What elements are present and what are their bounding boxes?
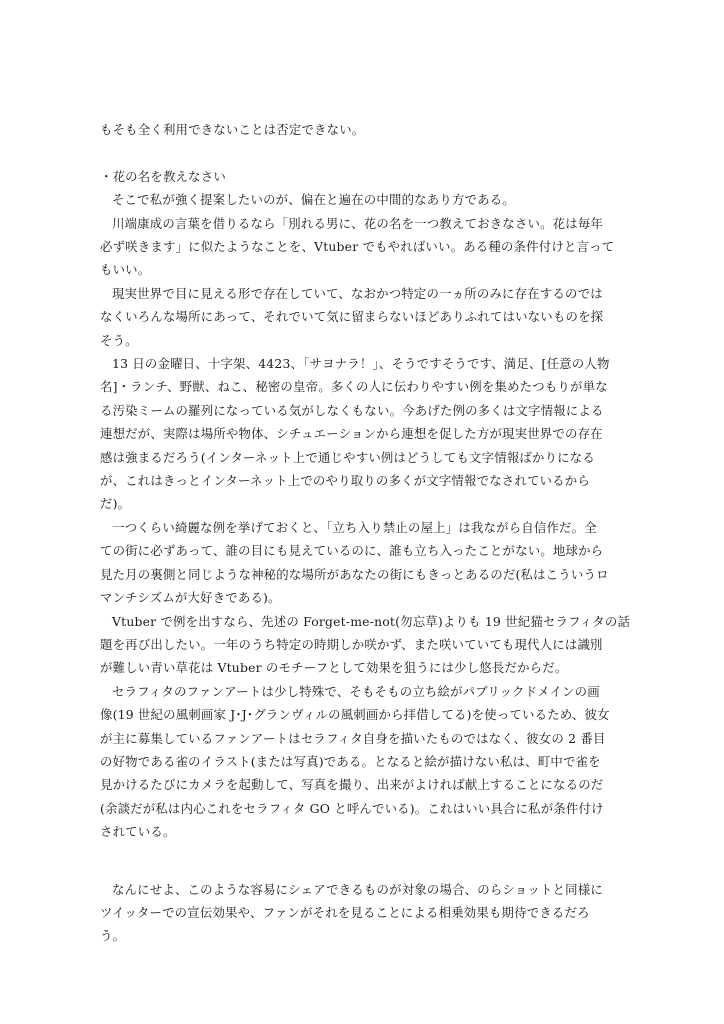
paragraph-line: Vtuber で例を出すなら、先述の Forget-me-not(勿忘草)よりも 19 世紀猫セラフィタの話 [112,613,631,629]
intro-line: もそも全く利用できないことは否定できない。 [100,122,365,137]
paragraph [100,680,630,844]
paragraph-line: の好物である雀のイラスト(または写真)である。となると絵が描けない私は、町中で雀を [100,753,601,769]
paragraph-line: 題を再び出したい。一年のうち特定の時期しか咲かず、また咲いていても現代人には識別 [100,636,603,652]
paragraph [100,188,630,211]
paragraph-line: (余談だが私は内心これをセラフィタ GO と呼んでいる)。これはいい具合に私が条件付け [100,800,604,816]
paragraph-line: が主に募集しているファンアートはセラフィタ自身を描いたものではなく、彼女の 2 番目 [100,730,606,746]
paragraph-line: 13 日の金曜日、十字架、4423、「サヨナラ！」、そうですそうです、満足、[任意の人物 [112,356,610,372]
paragraph-line: 川端康成の言葉を借りるなら「別れる男に、花の名を一つ教えておきなさい。花は毎年 [112,215,604,231]
paragraph [100,282,630,352]
paragraph-line: 連想だが、実際は場所や物体、シチュエーションから連想を促した方が現実世界での存在 [100,426,603,442]
paragraph-line: マンチシズムが大好きである)。 [100,590,281,606]
paragraph-line: ての街に必ずあって、誰の目にも見えているのに、誰も立ち入ったことがない。地球から [100,543,604,559]
paragraph [100,352,630,516]
spacer [100,141,630,164]
paragraph-line: そう。 [100,332,138,348]
paragraph-line: もいい。 [100,262,151,278]
paragraph-line: ツイッターでの宣伝効果や、ファンがそれを見ることによる相乗効果も期待できるだろ [100,904,590,920]
paragraph-line: なくいろんな場所にあって、それでいて気に留まらないほどありふれてはいないものを探 [100,309,604,325]
paragraph-line: う。 [100,928,126,944]
spacer [100,844,630,878]
paragraph [100,212,630,282]
paragraph-line: る汚染ミームの羅列になっている気がしなくもない。今あげた例の多くは文字情報による [100,402,604,418]
paragraph-line: 見かけるたびにカメラを起動して、写真を撮り、出来がよければ献上することになるのだ [100,777,604,793]
paragraph-line: 名]・ランチ、野獣、ねこ、秘密の皇帝。多くの人に伝わりやすい例を集めたつもりが単な [100,379,608,395]
paragraph [100,610,630,680]
paragraph [100,516,630,610]
body-paragraphs [100,188,630,843]
closing-paragraph [100,878,630,948]
paragraph-line: 見た月の裏側と同じような神秘的な場所があなたの街にもきっとあるのだ(私はこういうロ [100,566,609,582]
paragraph-line: 現実世界で目に見える形で存在していて、なおかつ特定の一ヵ所のみに存在するのでは [112,285,603,301]
paragraph-line: されている。 [100,824,176,840]
paragraph-line: だ)。 [100,496,131,512]
paragraph-line: 像(19 世紀の風刺画家 J･J･グランヴィルの風刺画から拝借してる)を使っているため、彼女 [100,707,610,723]
paragraph-line: セラフィタのファンアートは少し特殊で、そもそもの立ち絵がパブリックドメインの画 [112,683,600,699]
paragraph-line: が難しい青い草花は Vtuber のモチーフとして効果を狙うには少し悠長だからだ。 [100,660,568,676]
paragraph-line: 必ず咲きます」に似たようなことを、Vtuber でもやればいい。ある種の条件付けと言って [100,239,615,255]
paragraph-line: 感は強まるだろう(インターネット上で通じやすい例はどうしても文字情報ばかりになる [100,449,595,465]
document-page [100,118,630,948]
paragraph-line: なんにせよ、このような容易にシェアできるものが対象の場合、のらショットと同様に [112,881,603,897]
paragraph-line: が、これはきっとインターネット上でのやり取りの多くが文字情報でなされているから [100,473,590,489]
paragraph-line: そこで私が強く提案したいのが、偏在と遍在の中間的なあり方である。 [112,192,515,208]
section-heading: ・花の名を教えなさい [100,168,226,184]
paragraph-line: 一つくらい綺麗な例を挙げておくと、「立ち入り禁止の屋上」は我ながら自信作だ。全 [112,519,597,535]
